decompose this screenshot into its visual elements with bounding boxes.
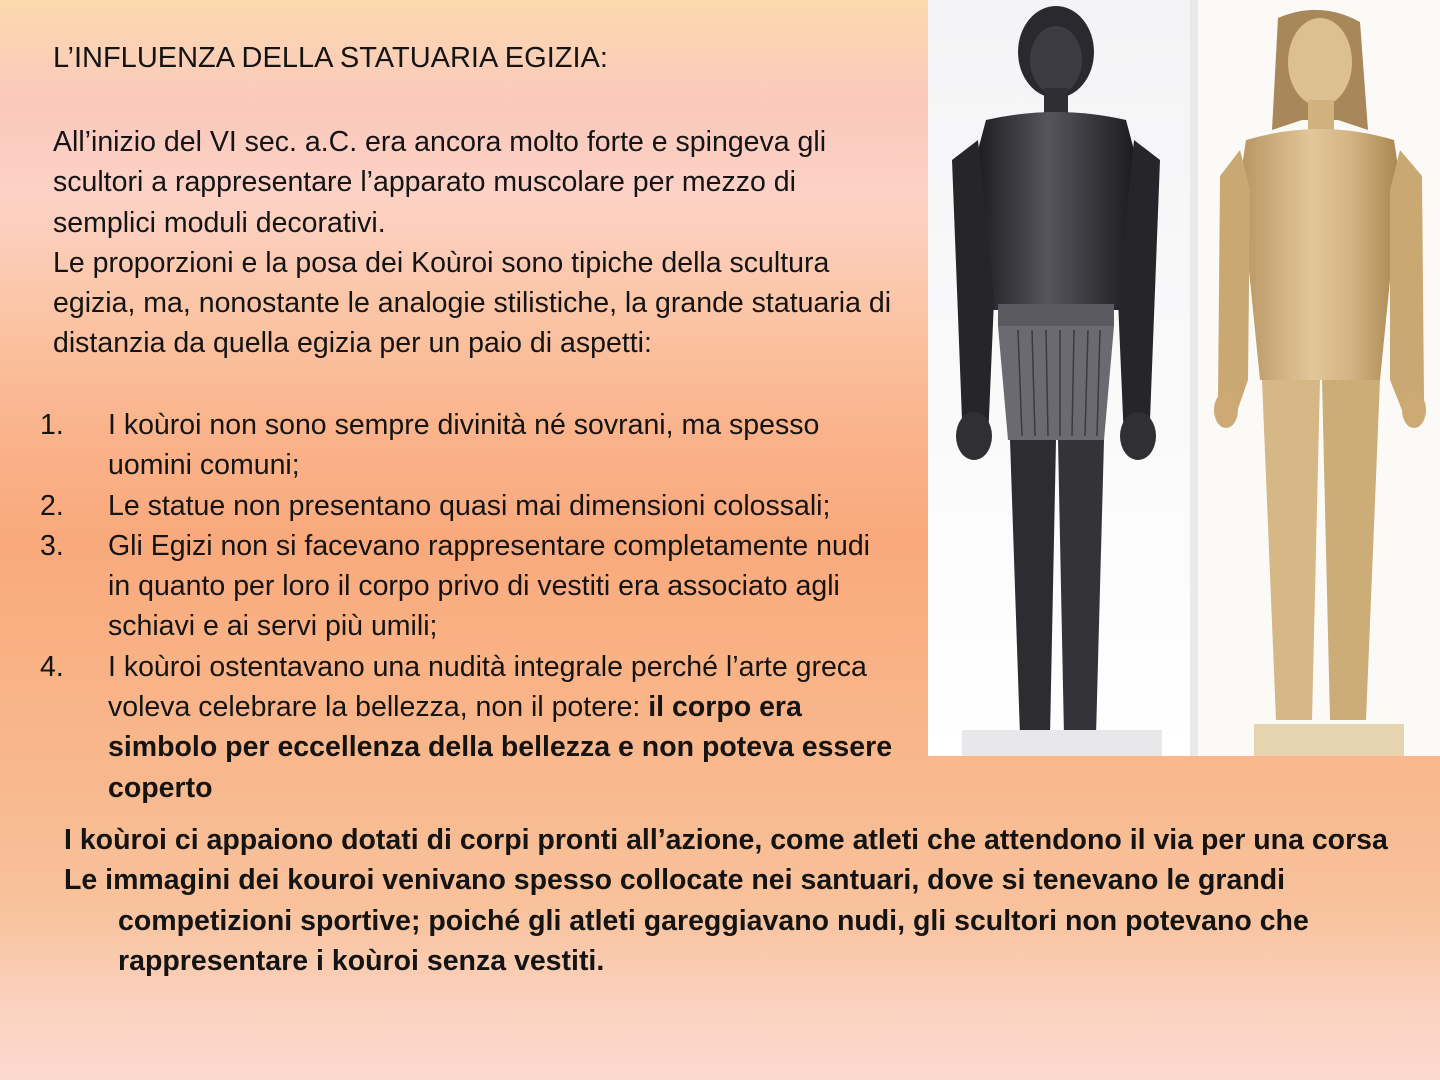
statues-photo [928,0,1440,756]
list-item [40,405,900,486]
intro-paragraph: All’inizio del VI sec. a.C. era ancora molto forte e spingeva gli scultori a rappresentare l’apparato muscolare per mezzo di semplici moduli decorativi. [53,126,827,239]
conclusion-text [64,820,1394,981]
list-text: Gli Egizi non si facevano rappresentare completamente nudi in quanto per loro il corpo privo di vestiti era associato agli schiavi e ai servi più umili; [108,529,871,643]
numbered-list [40,405,900,808]
list-number: 2. [40,489,64,522]
conclusion-paragraph: I koùroi ci appaiono dotati di corpi pronti all’azione, come atleti che attendono il via per una corsa [64,824,1388,856]
list-number: 4. [40,650,64,683]
list-number: 3. [40,529,64,562]
list-text-regular: I koùroi ostentavano una nudità integrale perché l’arte greca voleva celebrare la bellezza, non il potere: [108,650,867,724]
list-text: I koùroi non sono sempre divinità né sovrani, ma spesso uomini comuni; [108,409,820,482]
slide-title: L’INFLUENZA DELLA STATUARIA EGIZIA: [53,42,608,74]
list-number: 1. [40,409,64,441]
list-item [40,486,900,526]
list-item [40,647,900,808]
intro-paragraph: Le proporzioni e la posa dei Koùroi sono tipiche della scultura egizia, ma, nonostante le analogie stilistiche, la grande statuaria di distanzia da quella egizia per un paio di aspetti: [53,246,892,360]
list-text [108,647,900,808]
intro-text [53,122,903,364]
list-item [40,526,900,647]
list-text-bold: il corpo era simbolo per eccellenza della bellezza e non poteva essere coperto [108,691,893,804]
list-text: Le statue non presentano quasi mai dimensioni colossali; [108,489,831,522]
conclusion-paragraph: Le immagini dei kouroi venivano spesso collocate nei santuari, dove si tenevano le grandi competizioni sportive; poiché gli atleti gareggiavano nudi, gli scultori non potevano che rappresentare i koùroi senza vestiti. [64,864,1309,977]
